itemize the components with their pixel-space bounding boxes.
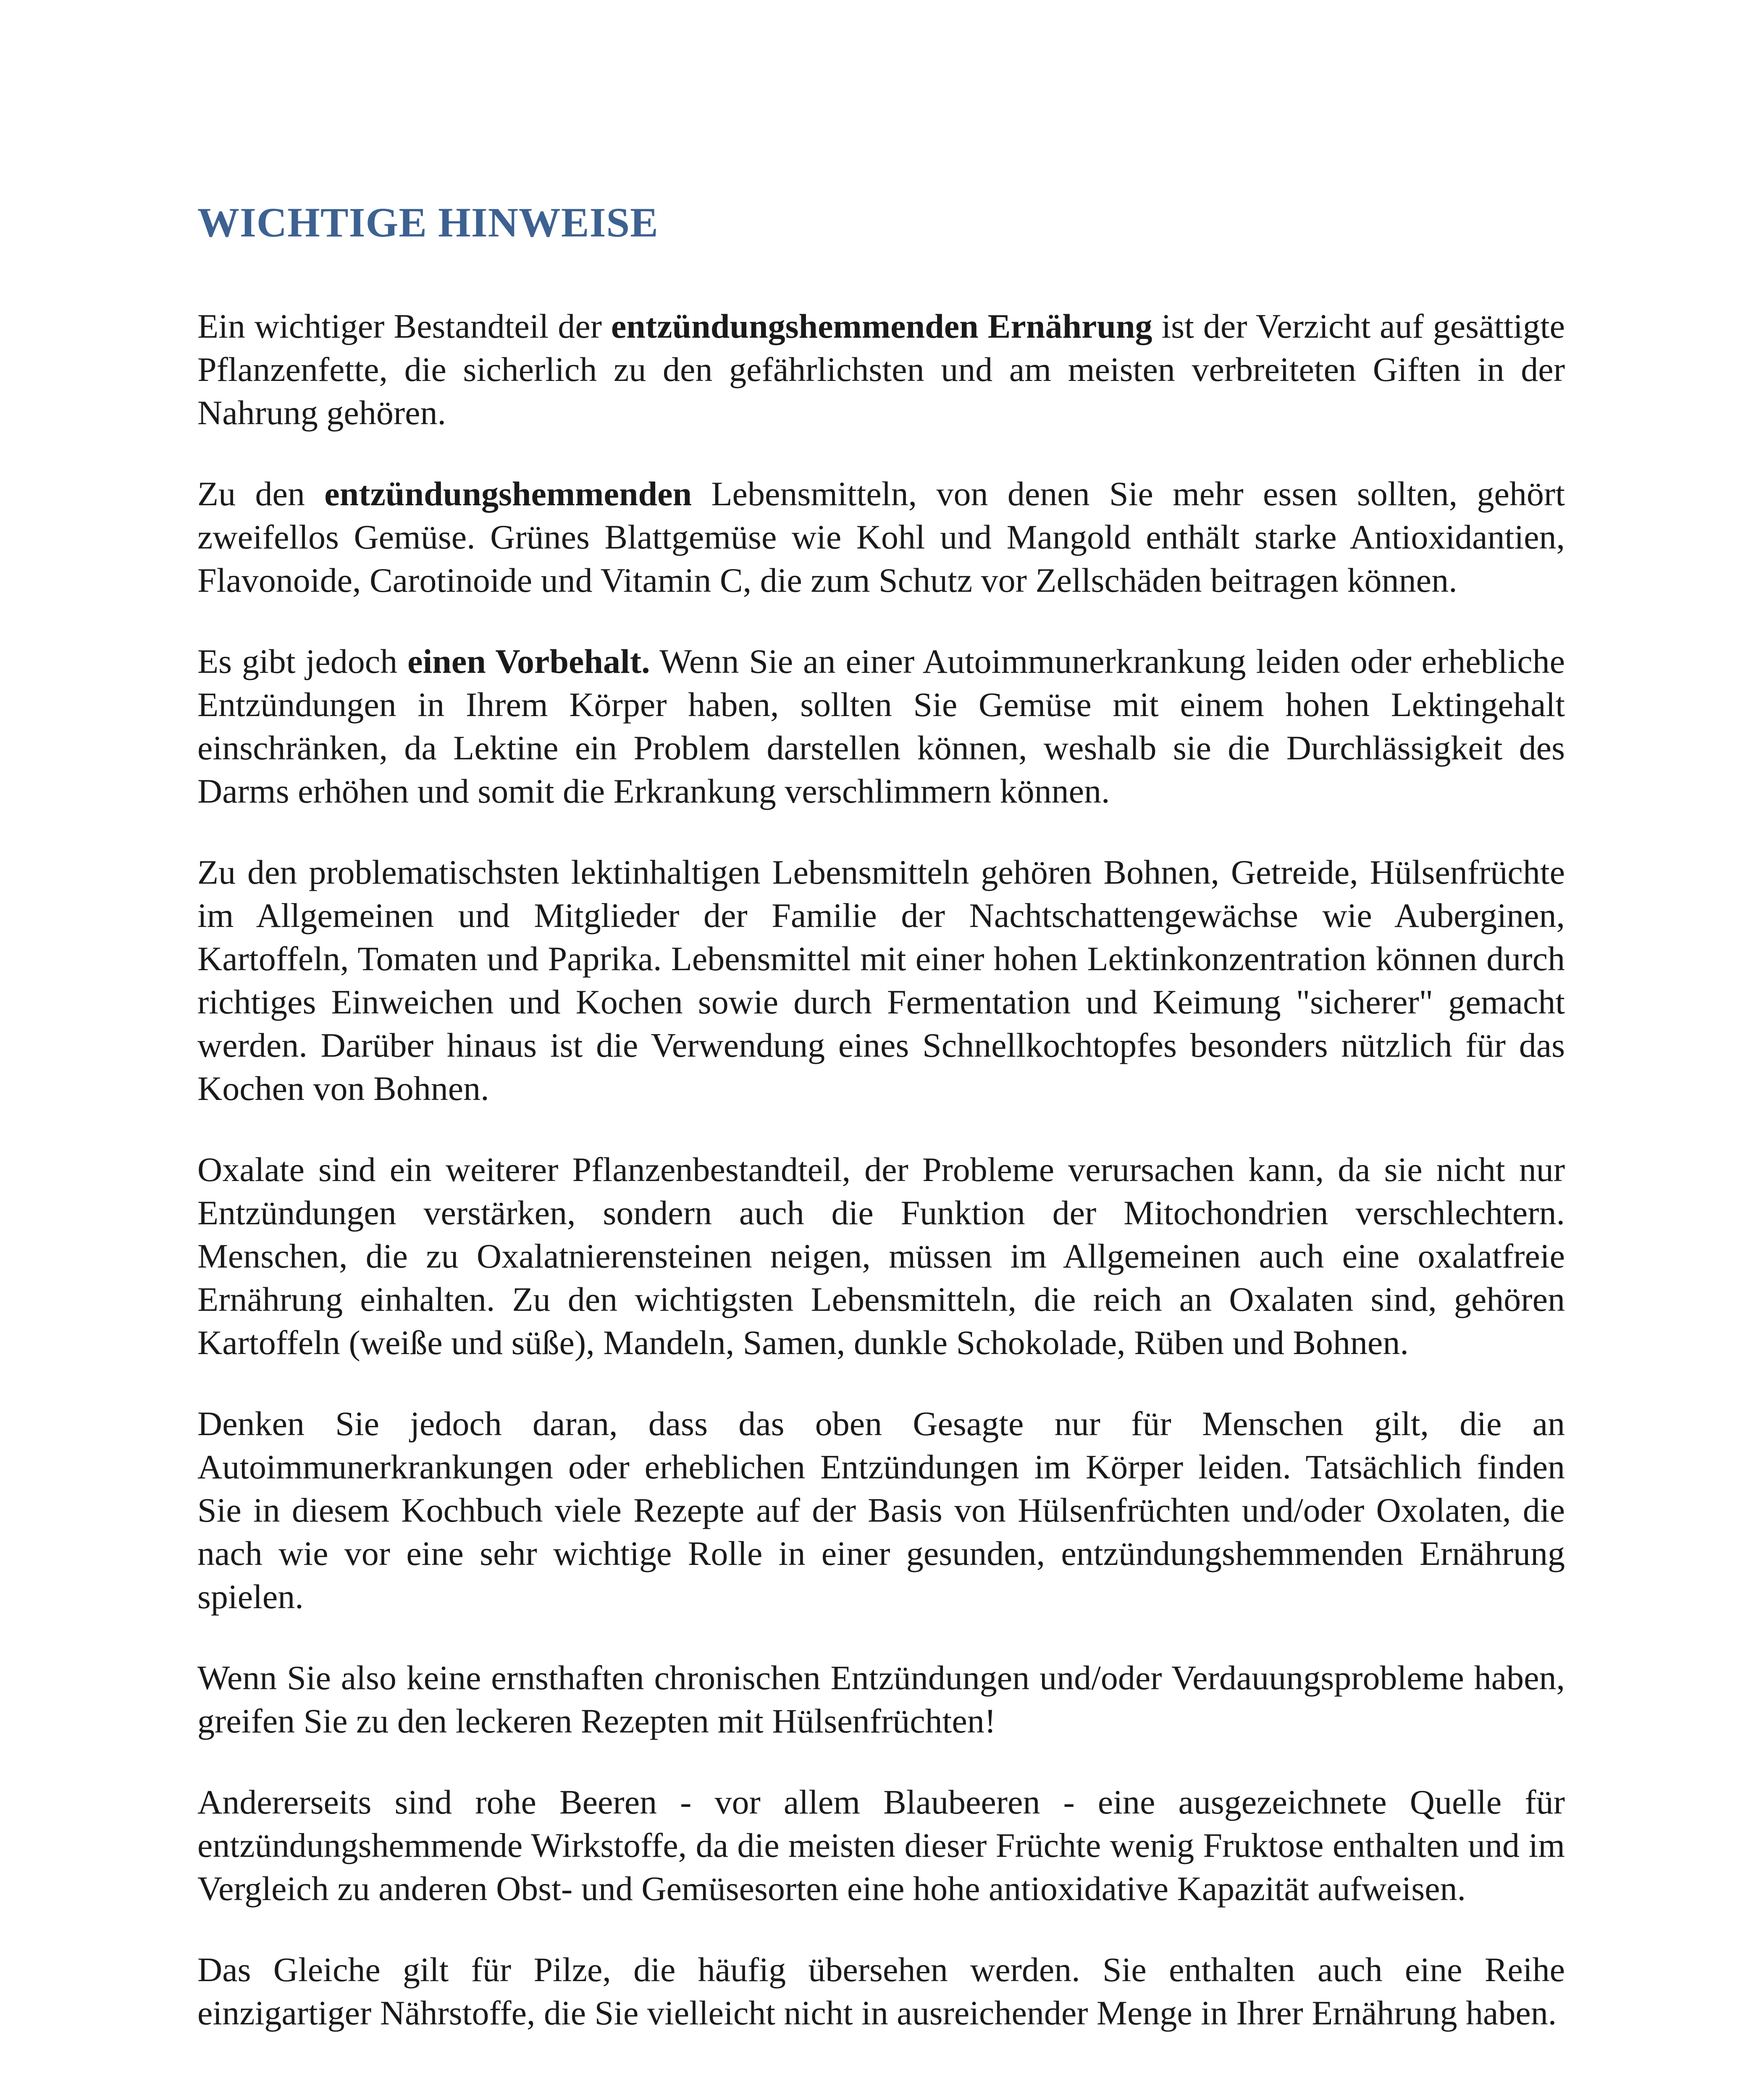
paragraph-9 bbox=[197, 1948, 1565, 2034]
paragraph-text: Zu den bbox=[197, 475, 325, 513]
paragraph-text: ist der Verzicht auf gesättigte Pflanzenfette, die sicherlich zu den gefährlichsten und am meisten verbreiteten Giften in der Nahrung gehören. bbox=[197, 307, 1565, 432]
paragraph-text: Zu den problematischsten lektinhaltigen Lebensmitteln gehören Bohnen, Getreide, Hülsenfrüchte im Allgemeinen und Mitglieder der Familie der Nachtschattengewächse wie Auberginen, Kartoffeln, Tomaten und Paprika. Lebensmittel mit einer hohen Lektinkonzentration können durch richtiges Einweichen und Kochen sowie durch Fermentation und Keimung "sicherer" gemacht werden. Darüber hinaus ist die Verwendung eines Schnellkochtopfes besonders nützlich für das Kochen von Bohnen. bbox=[197, 853, 1565, 1108]
paragraph-bold-text: entzündungshemmenden Ernährung bbox=[611, 307, 1152, 345]
paragraph-7 bbox=[197, 1656, 1565, 1743]
paragraph-text: Ein wichtiger Bestandteil der bbox=[197, 307, 611, 345]
paragraph-text: Wenn Sie also keine ernsthaften chronischen Entzündungen und/oder Verdauungsprobleme haben, greifen Sie zu den leckeren Rezepten mit Hülsenfrüchten! bbox=[197, 1659, 1565, 1740]
paragraph-4 bbox=[197, 850, 1565, 1110]
paragraph-text: Wenn Sie an einer Autoimmunerkrankung leiden oder erhebliche Entzündungen in Ihrem Körper haben, sollten Sie Gemüse mit einem hohen Lektingehalt einschränken, da Lektine ein Problem darstellen können, weshalb sie die Durchlässigkeit des Darms erhöhen und somit die Erkrankung verschlimmern können. bbox=[197, 642, 1565, 810]
body-text bbox=[197, 304, 1565, 2072]
paragraph-bold-text: entzündungshemmenden bbox=[324, 475, 692, 513]
paragraph-text: Denken Sie jedoch daran, dass das oben Gesagte nur für Menschen gilt, die an Autoimmunerkrankungen oder erheblichen Entzündungen im Körper leiden. Tatsächlich finden Sie in diesem Kochbuch viele Rezepte auf der Basis von Hülsenfrüchten und/oder Oxolaten, die nach wie vor eine sehr wichtige Rolle in einer gesunden, entzündungshemmenden Ernährung spielen. bbox=[197, 1404, 1565, 1616]
paragraph-text: Oxalate sind ein weiterer Pflanzenbestandteil, der Probleme verursachen kann, da sie nicht nur Entzündungen verstärken, sondern auch die Funktion der Mitochondrien verschlechtern. Menschen, die zu Oxalatnierensteinen neigen, müssen im Allgemeinen auch eine oxalatfreie Ernährung einhalten. Zu den wichtigsten Lebensmitteln, die reich an Oxalaten sind, gehören Kartoffeln (weiße und süße), Mandeln, Samen, dunkle Schokolade, Rüben und Bohnen. bbox=[197, 1150, 1565, 1362]
paragraph-5 bbox=[197, 1148, 1565, 1364]
paragraph-text: Es gibt jedoch bbox=[197, 642, 408, 680]
section-heading: WICHTIGE HINWEISE bbox=[197, 199, 659, 246]
paragraph-1 bbox=[197, 304, 1565, 434]
paragraph-6 bbox=[197, 1402, 1565, 1618]
paragraph-text: Andererseits sind rohe Beeren - vor allem Blaubeeren - eine ausgezeichnete Quelle für entzündungshemmende Wirkstoffe, da die meisten dieser Früchte wenig Fruktose enthalten und im Vergleich zu anderen Obst- und Gemüsesorten eine hohe antioxidative Kapazität aufweisen. bbox=[197, 1783, 1565, 1908]
paragraph-2 bbox=[197, 472, 1565, 602]
paragraph-text: Lebensmitteln, von denen Sie mehr essen sollten, gehört zweifellos Gemüse. Grünes Blattgemüse wie Kohl und Mangold enthält starke Antioxidantien, Flavonoide, Carotinoide und Vitamin C, die zum Schutz vor Zellschäden beitragen können. bbox=[197, 475, 1565, 599]
paragraph-bold-text: einen Vorbehalt. bbox=[407, 642, 650, 680]
paragraph-8 bbox=[197, 1780, 1565, 1910]
paragraph-text: Das Gleiche gilt für Pilze, die häufig übersehen werden. Sie enthalten auch eine Reihe einzigartiger Nährstoffe, die Sie vielleicht nicht in ausreichender Menge in Ihrer Ernährung haben. bbox=[197, 1950, 1565, 2032]
paragraph-3 bbox=[197, 640, 1565, 813]
